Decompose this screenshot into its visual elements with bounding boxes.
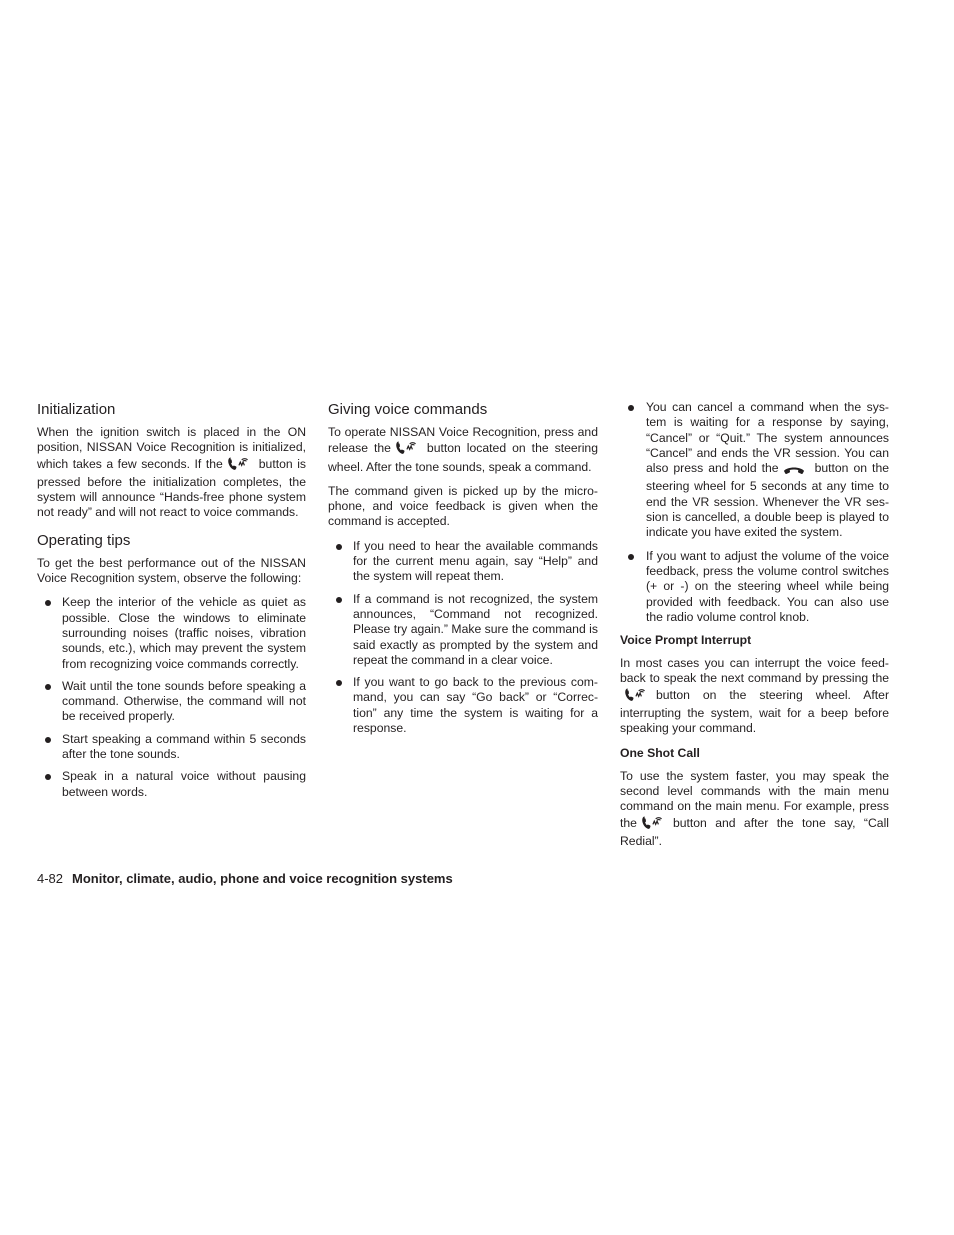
heading-voice-prompt-interrupt: Voice Prompt Interrupt — [620, 633, 752, 648]
list-item: If you want to go back to the previous com-mand, you can say “Go back” or “Correc-tion” any time the system is waiting for a response. — [328, 675, 598, 736]
list-item: Wait until the tone sounds before speaking a command. Otherwise, the command will not be received properly. — [37, 679, 306, 725]
list-item: Keep the interior of the vehicle as quiet as possible. Close the windows to eliminate surrounding noises (traffic noises, vibration sounds, etc.), which may prevent the system from recognizing voice commands correctly. — [37, 595, 306, 671]
page-number: 4-82 — [37, 871, 64, 886]
list-item: If a command is not recognized, the system announces, “Command not recognized. Please try again.” Make sure the command is said exactly as prompted by the system and repeat the command in a clear voice. — [328, 592, 598, 668]
cancel-text-2: button on the steering wheel for 5 seconds at any time to end the VR session. Whenever the VR ses-sion is cancelled, a double beep is played to indicate you have exited the system. — [646, 461, 890, 540]
voice-commands-paragraph-2: The command given is picked up by the micro-phone, and voice feedback is given when the command is accepted. — [328, 483, 598, 529]
phone-hangup-icon — [783, 464, 805, 479]
phone-voice-icon — [624, 687, 646, 706]
list-item: If you need to hear the available commands for the current menu again, say “Help” and the system will repeat them. — [328, 539, 598, 585]
column-right — [620, 400, 889, 858]
voice-commands-paragraph-1 — [328, 425, 598, 475]
initialization-text-2: button is pressed before the initialization completes, the system will announce “Hands-free phone system not ready” and will not react to voice commands. — [37, 456, 307, 520]
one-shot-text-1: To use the system faster, you may speak the second level commands with the main menu command on the main menu. For example, press the — [620, 768, 889, 830]
operating-tips-intro: To get the best performance out of the NISSAN Voice Recognition system, observe the following: — [37, 555, 306, 586]
voice-commands-list — [328, 539, 598, 737]
phone-voice-icon — [641, 815, 663, 834]
voice-commands-text-1: To operate NISSAN Voice Recognition, press and release the — [328, 425, 598, 456]
initialization-paragraph — [37, 425, 306, 521]
voice-prompt-interrupt-paragraph — [620, 656, 889, 736]
initialization-text-1: When the ignition switch is placed in the ON position, NISSAN Voice Recognition is initialized, which takes a few seconds. If the — [37, 425, 306, 471]
phone-voice-icon — [395, 440, 417, 459]
cancel-volume-list — [620, 400, 889, 625]
heading-initialization: Initialization — [37, 401, 116, 418]
phone-voice-icon — [227, 456, 249, 475]
interrupt-text-2: button on the steering wheel. After interrupting the system, wait for a beep before speaking your command. — [620, 687, 889, 736]
operating-tips-list — [37, 595, 306, 800]
heading-one-shot-call: One Shot Call — [620, 745, 700, 760]
interrupt-text-1: In most cases you can interrupt the voice feed-back to speak the next command by pressing the — [620, 656, 889, 686]
section-title: Monitor, climate, audio, phone and voice recognition systems — [72, 871, 453, 886]
voice-commands-text-2: button located on the steering wheel. After the tone sounds, speak a command. — [328, 441, 598, 474]
heading-giving-voice-commands: Giving voice commands — [328, 401, 488, 418]
page-footer — [37, 871, 453, 887]
column-middle — [328, 400, 598, 743]
list-item: If you want to adjust the volume of the voice feedback, press the volume control switches (+ or -) on the steering wheel while being provided with feedback. You can also use the radio volume control knob. — [620, 549, 889, 625]
one-shot-call-paragraph — [620, 769, 889, 849]
heading-operating-tips: Operating tips — [37, 531, 131, 549]
one-shot-text-2: button and after the tone say, “Call Redial”. — [620, 815, 889, 848]
list-item: Speak in a natural voice without pausing between words. — [37, 769, 306, 800]
column-left — [37, 400, 306, 807]
cancel-text-1: You can cancel a command when the sys-tem is waiting for a response by saying, “Cancel” or “Quit.” The system announces “Cancel” and ends the VR session. You can also press and hold the — [646, 400, 889, 476]
list-item — [620, 400, 889, 541]
list-item: Start speaking a command within 5 seconds after the tone sounds. — [37, 732, 306, 763]
